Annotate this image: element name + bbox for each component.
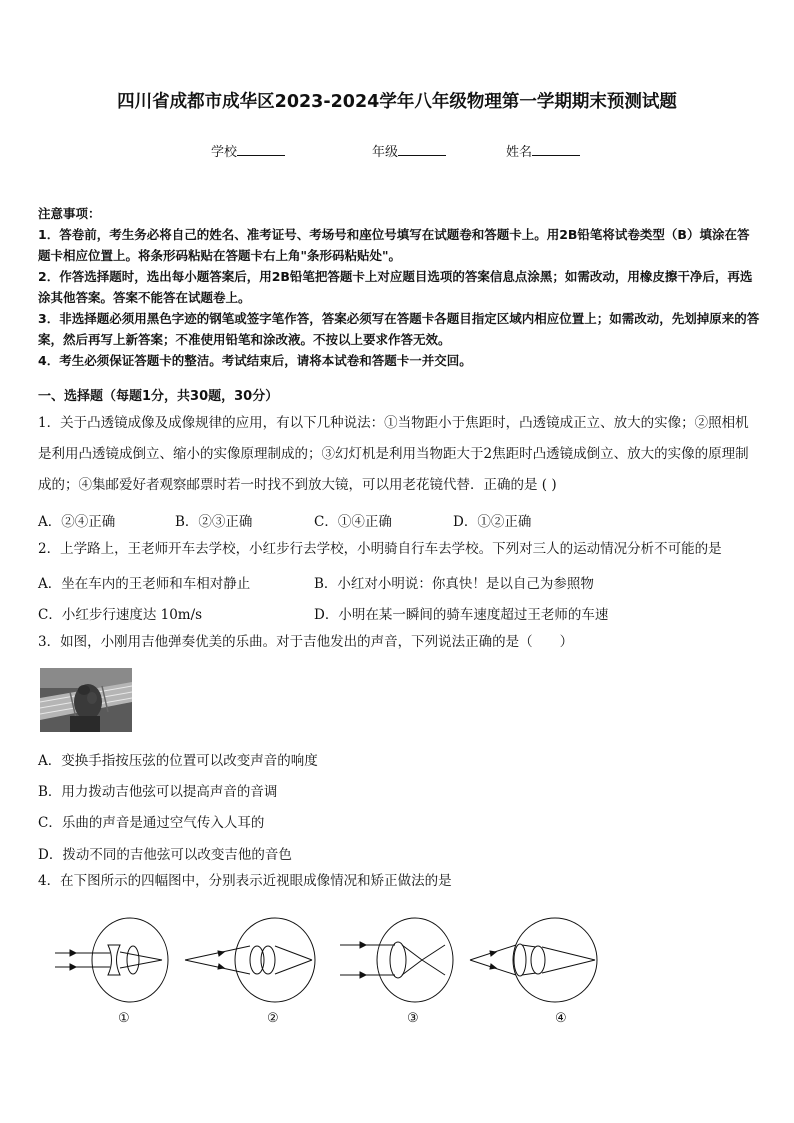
notice-block <box>38 203 760 371</box>
question-4-stem: 4．在下图所示的四幅图中，分别表示近视眼成像情况和矫正做法的是 <box>38 873 452 889</box>
question-1-stem: 1．关于凸透镜成像及成像规律的应用，有以下几种说法：①当物距小于焦距时，凸透镜成正立、放大的实像；②照相机是利用凸透镜成倒立、缩小的实像原理制成的；③幻灯机是利用当物距大于2焦距时凸透镜成倒立、放大的实像的原理制成的；④集邮爱好者观察邮票时若一时找不到放大镜，可以用老花镜代替．正确的是 ( ) <box>38 415 749 493</box>
grade-blank[interactable] <box>398 143 446 156</box>
question-1 <box>38 408 760 501</box>
school-label: 学校 <box>211 145 238 160</box>
q1-option-a[interactable]: A．②④正确 <box>38 514 116 530</box>
grade-label: 年级 <box>372 145 399 160</box>
question-3 <box>38 627 760 658</box>
diagram-2-label: ② <box>267 1011 279 1026</box>
notice-item-2: 2．作答选择题时，选出每小题答案后，用2B铅笔把答题卡上对应题目选项的答案信息点涂黑；如需改动，用橡皮擦干净后，再选涂其他答案。答案不能答在试题卷上。 <box>38 269 753 305</box>
q1-option-b[interactable]: B．②③正确 <box>175 514 253 530</box>
page-title: 四川省成都市成华区2023-2024学年八年级物理第一学期期末预测试题 <box>117 92 677 112</box>
diagram-2-eye-point-source <box>185 918 315 1002</box>
notice-item-4: 4．考生必须保证答题卡的整洁。考试结束后，请将本试卷和答题卡一并交回。 <box>38 353 472 368</box>
q3-option-c[interactable]: C．乐曲的声音是通过空气传入人耳的 <box>38 815 265 831</box>
diagram-4-label: ④ <box>555 1011 567 1026</box>
q2-option-d[interactable]: D．小明在某一瞬间的骑车速度超过王老师的车速 <box>314 607 609 623</box>
name-field[interactable] <box>506 141 580 160</box>
question-3-stem: 3．如图，小刚用吉他弹奏优美的乐曲。对于吉他发出的声音，下列说法正确的是（ ） <box>38 634 574 650</box>
diagram-3-eye-parallel-rays <box>340 918 453 1002</box>
diagram-4-convex-lens-eye <box>470 918 597 1002</box>
question-4 <box>38 866 760 897</box>
diagram-1-label: ① <box>118 1011 130 1026</box>
q2-option-c[interactable]: C．小红步行速度达 10m/s <box>38 607 203 623</box>
school-field[interactable] <box>211 141 285 160</box>
question-2-stem: 2．上学路上，王老师开车去学校，小红步行去学校，小明骑自行车去学校。下列对三人的运动情况分析不可能的是 <box>38 541 722 557</box>
name-label: 姓名 <box>506 145 533 160</box>
grade-field[interactable] <box>372 141 446 160</box>
q2-option-a[interactable]: A．坐在车内的王老师和车相对静止 <box>38 576 251 592</box>
q3-option-a[interactable]: A．变换手指按压弦的位置可以改变声音的响度 <box>38 753 318 769</box>
q3-option-b[interactable]: B．用力拨动吉他弦可以提高声音的音调 <box>38 784 278 800</box>
guitar-photo <box>40 668 132 732</box>
question-2 <box>38 534 760 565</box>
diagram-3-label: ③ <box>407 1011 419 1026</box>
guitar-photo-graphic <box>40 668 132 732</box>
q3-option-d[interactable]: D．拨动不同的吉他弦可以改变吉他的音色 <box>38 847 292 863</box>
diagram-1-concave-lens-eye <box>55 918 168 1002</box>
section-heading: 一、选择题（每题1分，共30题，30分） <box>38 389 279 404</box>
notice-heading: 注意事项： <box>38 206 101 221</box>
name-blank[interactable] <box>532 143 580 156</box>
q1-option-d[interactable]: D．①②正确 <box>453 514 532 530</box>
school-blank[interactable] <box>237 143 285 156</box>
eye-lens-diagrams <box>50 915 750 1035</box>
q1-option-c[interactable]: C．①④正确 <box>314 514 392 530</box>
q2-option-b[interactable]: B．小红对小明说：你真快！是以自己为参照物 <box>314 576 594 592</box>
notice-item-1: 1．答卷前，考生务必将自己的姓名、准考证号、考场号和座位号填写在试题卷和答题卡上。用2B铅笔将试卷类型（B）填涂在答题卡相应位置上。将条形码粘贴在答题卡右上角"条形码粘贴处"。 <box>38 227 750 263</box>
notice-item-3: 3．非选择题必须用黑色字迹的钢笔或签字笔作答，答案必须写在答题卡各题目指定区域内相应位置上；如需改动，先划掉原来的答案，然后再写上新答案；不准使用铅笔和涂改液。不按以上要求作答无效。 <box>38 311 760 347</box>
